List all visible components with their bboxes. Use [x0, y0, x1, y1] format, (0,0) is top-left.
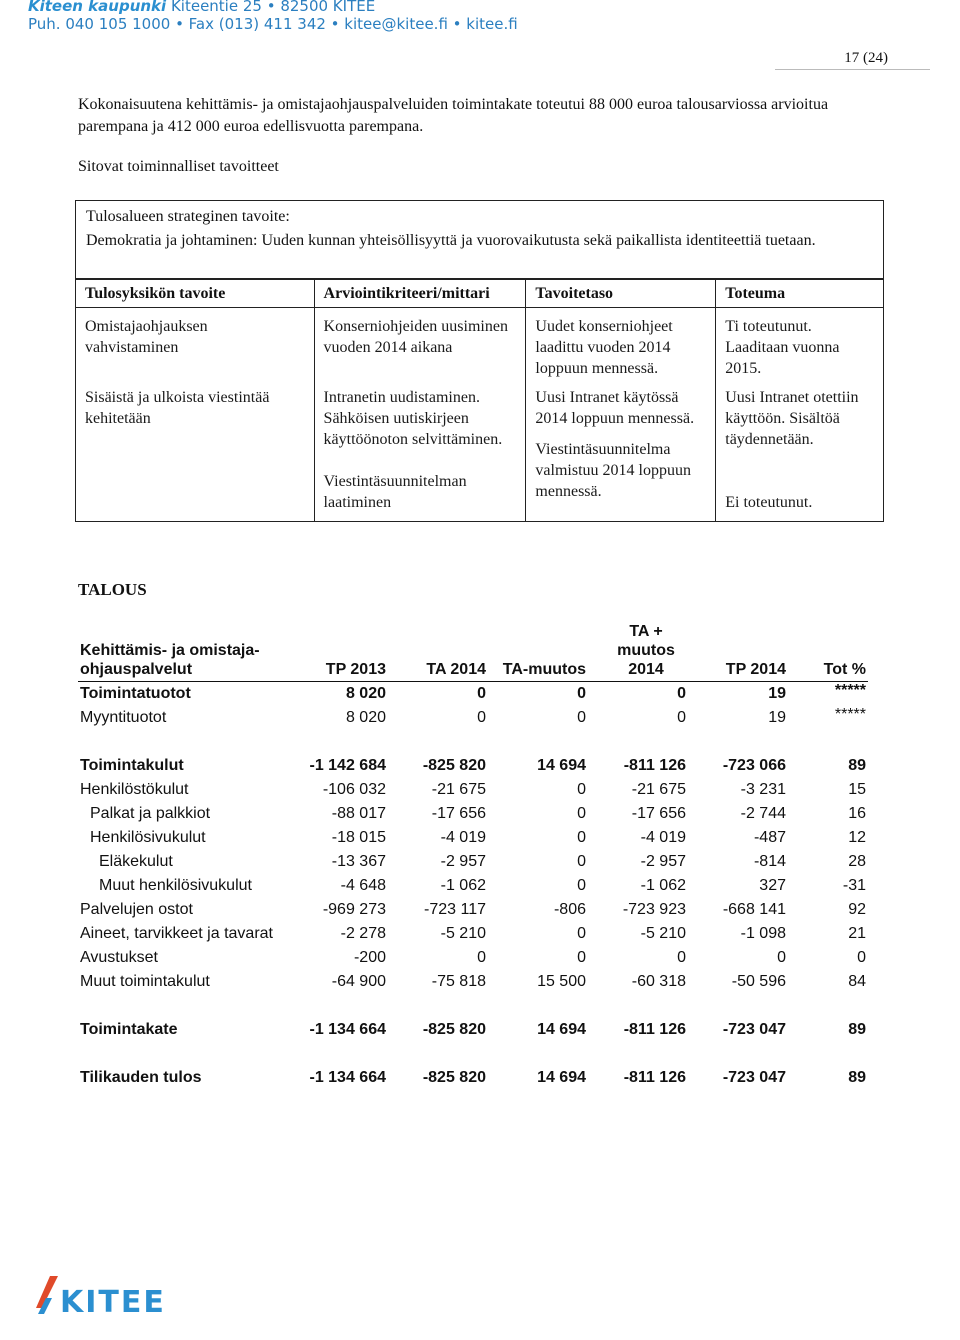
table-row — [76, 383, 884, 522]
finance-cell: -4 019 — [440, 829, 486, 846]
target-text: Uusi Intranet käytössä 2014 loppuun mennessä. — [535, 389, 695, 427]
finance-row-label: Toimintatuotot — [80, 685, 191, 702]
finance-cell: 0 — [857, 949, 866, 966]
finance-cell: -75 818 — [431, 973, 486, 990]
finance-cell: -1 134 664 — [309, 1069, 386, 1086]
goals-table — [75, 278, 884, 522]
finance-cell: -811 126 — [623, 1021, 686, 1038]
finance-cell: 0 — [677, 685, 686, 702]
goals-header-goal: Tulosyksikön tavoite — [76, 279, 315, 308]
objective-text: Demokratia ja johtaminen: Uuden kunnan yhteisöllisyyttä ja vuorovaikutusta sekä paikallista identiteettiä tuetaan. — [86, 232, 816, 249]
result-text: Uusi Intranet otettiin käyttöön. Sisältöä täydennetään. — [725, 389, 859, 448]
finance-row — [78, 922, 868, 946]
finance-cell: 0 — [577, 805, 586, 822]
finance-row — [78, 706, 868, 730]
finance-row-label: Aineet, tarvikkeet ja tavarat — [80, 925, 273, 942]
objective-title: Tulosalueen strateginen tavoite: — [86, 208, 290, 225]
finance-cell: -723 047 — [722, 1069, 786, 1086]
table-row — [76, 308, 884, 384]
finance-cell: -825 820 — [422, 1021, 486, 1038]
finance-row — [78, 1066, 868, 1090]
finance-cell: -806 — [553, 901, 586, 918]
finance-cell: -88 017 — [331, 805, 386, 822]
finance-row-label: Palvelujen ostot — [80, 901, 193, 918]
criterion-cell: Konserniohjeiden uusiminen vuoden 2014 aikana — [314, 308, 526, 384]
finance-cell: ***** — [834, 706, 866, 723]
finance-row — [78, 874, 868, 898]
finance-cell: 14 694 — [537, 757, 586, 774]
finance-row-label: Muut henkilösivukulut — [99, 877, 252, 894]
intro-paragraph: Kokonaisuutena kehittämis- ja omistajaohjauspalveluiden toimintakate toteutui 88 000 euroa talousarviossa arvioitua parempana ja 412 000 euroa edellisvuotta parempana. — [78, 96, 829, 135]
finance-row — [78, 682, 868, 707]
finance-row-label: Avustukset — [80, 949, 158, 966]
finance-cell: -814 — [753, 853, 786, 870]
finance-cell: -21 675 — [431, 781, 486, 798]
goals-header-criterion: Arviointikriteeri/mittari — [314, 279, 526, 308]
finance-cell: 0 — [577, 877, 586, 894]
finance-row-label: Tilikauden tulos — [80, 1069, 202, 1086]
finance-cell: 12 — [848, 829, 866, 846]
finance-cell: 84 — [848, 973, 866, 990]
header-rule — [775, 69, 930, 70]
page-number: 17 (24) — [844, 50, 888, 66]
goal-cell: Sisäistä ja ulkoista viestintää kehitetään — [76, 383, 315, 522]
finance-cell: -18 015 — [331, 829, 386, 846]
col-header: TA 2014 — [388, 622, 488, 682]
target-cell: Uudet konserniohjeet laadittu vuoden 2014 loppuun mennessä. — [526, 308, 716, 384]
finance-cell: -2 957 — [440, 853, 486, 870]
finance-cell: -31 — [842, 877, 866, 894]
finance-row — [78, 826, 868, 850]
talous-title: TALOUS — [78, 580, 147, 599]
finance-cell: -4 648 — [340, 877, 386, 894]
criterion-cell — [314, 383, 526, 522]
finance-cell: 0 — [577, 781, 586, 798]
finance-cell: 21 — [848, 925, 866, 942]
result-cell: Ti toteutunut. Laaditaan vuonna 2015. — [716, 308, 884, 384]
finance-cell: 89 — [848, 757, 866, 774]
finance-cell: -17 656 — [631, 805, 686, 822]
kitee-logo-icon — [32, 1268, 192, 1328]
finance-row — [78, 1018, 868, 1042]
finance-row-label: Toimintakulut — [80, 757, 184, 774]
goal-cell: Omistajaohjauksen vahvistaminen — [76, 308, 315, 384]
finance-cell: -4 019 — [640, 829, 686, 846]
finance-cell: 0 — [577, 829, 586, 846]
finance-cell: -811 126 — [623, 1069, 686, 1086]
finance-row — [78, 778, 868, 802]
finance-cell: -723 923 — [622, 901, 686, 918]
org-name: Kiteen kaupunki — [28, 0, 167, 15]
finance-cell: ***** — [834, 682, 866, 699]
finance-row-label: Myyntituotot — [80, 709, 167, 726]
finance-cell: 14 694 — [537, 1069, 586, 1086]
col-header: Tot % — [788, 622, 868, 682]
result-text: Ei toteutunut. — [725, 494, 813, 511]
finance-cell: 92 — [848, 901, 866, 918]
finance-cell: -723 066 — [722, 757, 786, 774]
finance-row-label: Henkilösivukulut — [90, 829, 206, 846]
finance-cell: 28 — [848, 853, 866, 870]
finance-cell: -200 — [353, 949, 386, 966]
finance-cell: -106 032 — [322, 781, 386, 798]
finance-row-label: Henkilöstökulut — [80, 781, 189, 798]
finance-cell: -50 596 — [731, 973, 786, 990]
finance-cell: 0 — [477, 949, 486, 966]
finance-cell: -5 210 — [440, 925, 486, 942]
target-cell — [526, 383, 716, 522]
goals-header-result: Toteuma — [716, 279, 884, 308]
finance-cell: 0 — [577, 949, 586, 966]
target-text: Viestintäsuunnitelma valmistuu 2014 loppuun mennessä. — [535, 441, 691, 500]
finance-cell: -21 675 — [631, 781, 686, 798]
criterion-text: Viestintäsuunnitelman laatiminen — [323, 473, 467, 511]
section-title: Sitovat toiminnalliset tavoitteet — [78, 158, 279, 175]
objective-box — [75, 200, 884, 280]
criterion-text: Intranetin uudistaminen. Sähköisen uutiskirjeen käyttöönoton selvittäminen. — [323, 389, 503, 448]
finance-cell: 0 — [477, 709, 486, 726]
logo-text: KITEE — [60, 1285, 166, 1320]
finance-row — [78, 850, 868, 874]
finance-cell: -969 273 — [322, 901, 386, 918]
finance-cell: 16 — [848, 805, 866, 822]
letterhead — [28, 0, 518, 32]
finance-cell: 0 — [577, 685, 586, 702]
finance-cell: 89 — [848, 1069, 866, 1086]
finance-cell: -825 820 — [422, 757, 486, 774]
finance-cell: -723 047 — [722, 1021, 786, 1038]
finance-cell: -1 142 684 — [309, 757, 386, 774]
finance-cell: -2 957 — [640, 853, 686, 870]
finance-cell: -60 318 — [631, 973, 686, 990]
finance-cell: 15 500 — [537, 973, 586, 990]
finance-row — [78, 946, 868, 970]
finance-cell: 0 — [577, 853, 586, 870]
finance-table — [78, 622, 868, 1090]
goals-header-target: Tavoitetaso — [526, 279, 716, 308]
finance-row-label: Eläkekulut — [99, 853, 173, 870]
finance-cell: -1 062 — [440, 877, 486, 894]
finance-header-row — [78, 622, 868, 682]
finance-cell: -723 117 — [424, 901, 486, 918]
finance-label-header: Kehittämis- ja omistaja- ohjauspalvelut — [78, 622, 288, 682]
finance-cell: -2 278 — [340, 925, 386, 942]
finance-row-label: Palkat ja palkkiot — [90, 805, 211, 822]
finance-row-label: Toimintakate — [80, 1021, 178, 1038]
finance-cell: 0 — [777, 949, 786, 966]
col-header: TP 2014 — [688, 622, 788, 682]
finance-cell: 0 — [677, 949, 686, 966]
finance-cell: -668 141 — [722, 901, 786, 918]
finance-row-label: Muut toimintakulut — [80, 973, 210, 990]
finance-row — [78, 754, 868, 778]
finance-cell: -825 820 — [422, 1069, 486, 1086]
finance-row — [78, 802, 868, 826]
col-header: TA + muutos 2014 — [588, 622, 688, 682]
finance-cell: 8 020 — [345, 685, 386, 702]
finance-cell: 89 — [848, 1021, 866, 1038]
finance-cell: -487 — [753, 829, 786, 846]
col-header: TA-muutos — [488, 622, 588, 682]
result-cell — [716, 383, 884, 522]
finance-cell: -13 367 — [331, 853, 386, 870]
org-address: Kiteentie 25 • 82500 KITEE — [170, 0, 376, 15]
finance-cell: 14 694 — [537, 1021, 586, 1038]
col-header: TP 2013 — [288, 622, 388, 682]
finance-row — [78, 898, 868, 922]
finance-cell: 8 020 — [345, 709, 386, 726]
finance-cell: -1 134 664 — [309, 1021, 386, 1038]
finance-cell: 0 — [677, 709, 686, 726]
finance-cell: 19 — [768, 709, 786, 726]
finance-cell: 19 — [768, 685, 786, 702]
finance-cell: -3 231 — [740, 781, 786, 798]
finance-cell: 0 — [577, 925, 586, 942]
finance-cell: -5 210 — [640, 925, 686, 942]
finance-cell: -64 900 — [331, 973, 386, 990]
finance-cell: 0 — [477, 685, 486, 702]
org-contact: Puh. 040 105 1000 • Fax (013) 411 342 • kitee@kitee.fi • kitee.fi — [28, 15, 518, 33]
finance-cell: 0 — [577, 709, 586, 726]
finance-cell: -2 744 — [740, 805, 786, 822]
finance-cell: -1 098 — [740, 925, 786, 942]
finance-cell: -1 062 — [640, 877, 686, 894]
finance-cell: 327 — [759, 877, 786, 894]
finance-cell: -17 656 — [431, 805, 486, 822]
finance-row — [78, 970, 868, 994]
finance-cell: -811 126 — [623, 757, 686, 774]
finance-cell: 15 — [848, 781, 866, 798]
